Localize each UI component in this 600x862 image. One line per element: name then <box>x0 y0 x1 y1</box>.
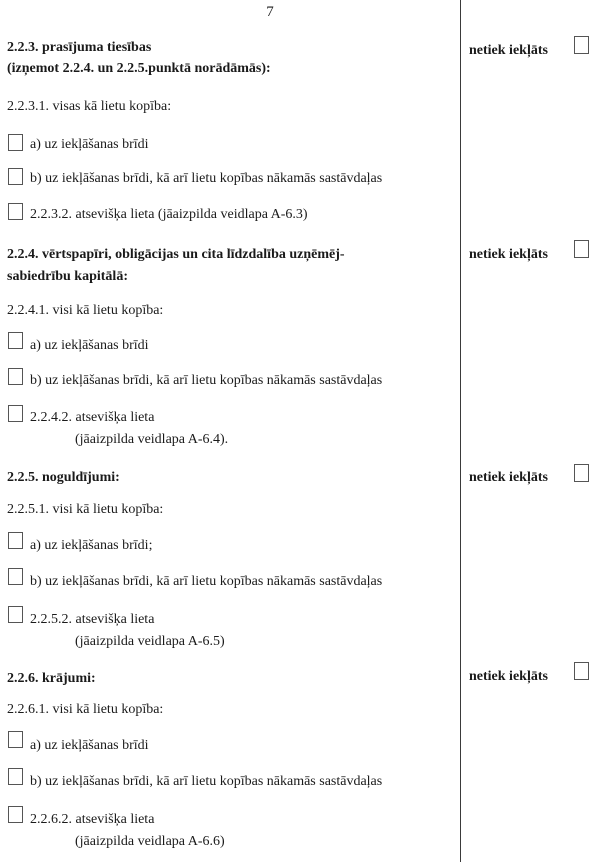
excluded-label: netiek iekļāts <box>469 247 548 262</box>
excluded-checkbox[interactable] <box>574 240 589 258</box>
section-heading: 2.2.3. prasījuma tiesības <box>7 40 152 55</box>
individual-item-form-note: (jāaizpilda veidlapa A-6.4). <box>75 432 229 447</box>
individual-item-label: 2.2.5.2. atsevišķa lieta <box>30 612 155 627</box>
excluded-label: netiek iekļāts <box>469 43 548 58</box>
option-a-checkbox[interactable] <box>8 134 23 151</box>
option-b-checkbox[interactable] <box>8 168 23 185</box>
section-heading-continued: (izņemot 2.2.4. un 2.2.5.punktā norādāmās): <box>7 61 271 76</box>
section-heading: 2.2.4. vērtspapīri, obligācijas un cita līdzdalība uzņēmēj- <box>7 247 345 262</box>
option-a-checkbox[interactable] <box>8 532 23 549</box>
option-a-checkbox[interactable] <box>8 731 23 748</box>
option-a-label: a) uz iekļāšanas brīdi <box>30 137 149 152</box>
subsection-heading: 2.2.3.1. visas kā lietu kopība: <box>7 99 172 114</box>
section-heading: 2.2.5. noguldījumi: <box>7 470 120 485</box>
page-number: 7 <box>266 4 274 20</box>
option-b-label: b) uz iekļāšanas brīdi, kā arī lietu kopības nākamās sastāvdaļas <box>30 171 383 186</box>
option-b-checkbox[interactable] <box>8 368 23 385</box>
option-a-checkbox[interactable] <box>8 332 23 349</box>
option-b-label: b) uz iekļāšanas brīdi, kā arī lietu kopības nākamās sastāvdaļas <box>30 373 383 388</box>
individual-item-checkbox[interactable] <box>8 405 23 422</box>
individual-item-checkbox[interactable] <box>8 606 23 623</box>
individual-item-form-note: (jāaizpilda veidlapa A-6.6) <box>75 834 225 849</box>
individual-item-checkbox[interactable] <box>8 203 23 220</box>
option-b-checkbox[interactable] <box>8 768 23 785</box>
excluded-checkbox[interactable] <box>574 662 589 680</box>
option-a-label: a) uz iekļāšanas brīdi <box>30 338 149 353</box>
option-a-label: a) uz iekļāšanas brīdi <box>30 738 149 753</box>
excluded-label: netiek iekļāts <box>469 470 548 485</box>
option-b-label: b) uz iekļāšanas brīdi, kā arī lietu kopības nākamās sastāvdaļas <box>30 774 383 789</box>
individual-item-checkbox[interactable] <box>8 806 23 823</box>
option-b-label: b) uz iekļāšanas brīdi, kā arī lietu kopības nākamās sastāvdaļas <box>30 574 383 589</box>
individual-item-form-note: (jāaizpilda veidlapa A-6.5) <box>75 634 225 649</box>
individual-item-label: 2.2.6.2. atsevišķa lieta <box>30 812 155 827</box>
individual-item-label: 2.2.4.2. atsevišķa lieta <box>30 410 155 425</box>
subsection-heading: 2.2.4.1. visi kā lietu kopība: <box>7 303 164 318</box>
subsection-heading: 2.2.6.1. visi kā lietu kopība: <box>7 702 164 717</box>
excluded-label: netiek iekļāts <box>469 669 548 684</box>
option-a-label: a) uz iekļāšanas brīdi; <box>30 538 153 553</box>
section-heading: 2.2.6. krājumi: <box>7 671 96 686</box>
column-divider <box>460 0 461 862</box>
individual-item-label: 2.2.3.2. atsevišķa lieta (jāaizpilda veidlapa A-6.3) <box>30 207 308 222</box>
excluded-checkbox[interactable] <box>574 36 589 54</box>
subsection-heading: 2.2.5.1. visi kā lietu kopība: <box>7 502 164 517</box>
option-b-checkbox[interactable] <box>8 568 23 585</box>
excluded-checkbox[interactable] <box>574 464 589 482</box>
section-heading-continued: sabiedrību kapitālā: <box>7 269 128 284</box>
